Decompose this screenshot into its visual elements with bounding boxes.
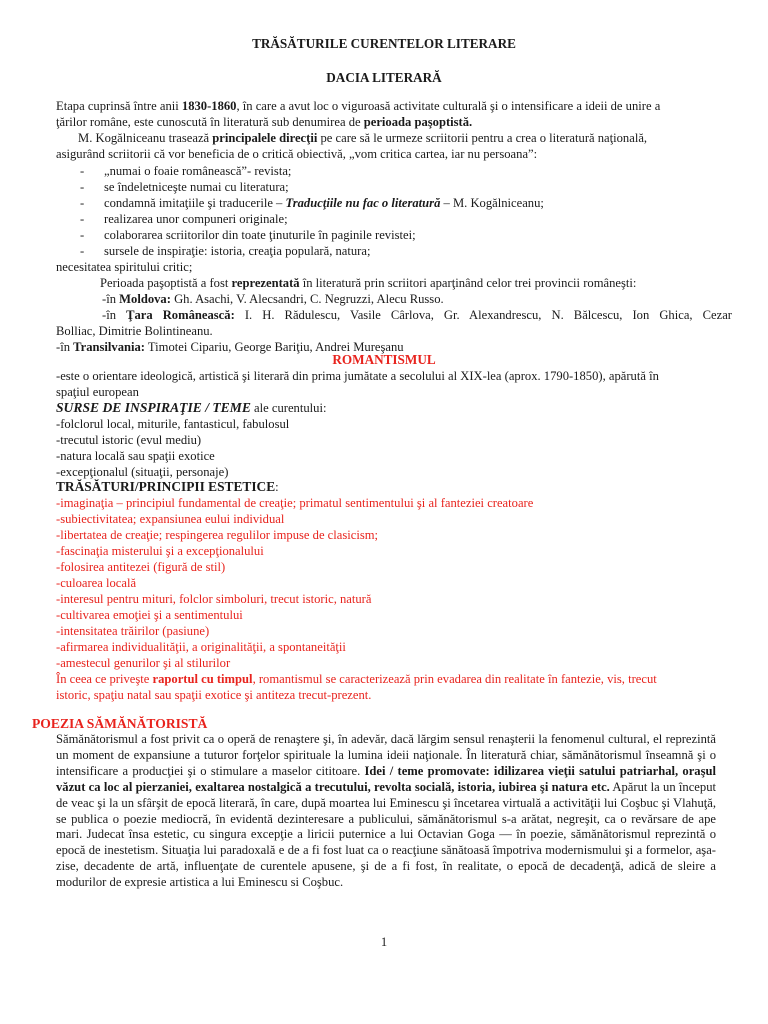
list-dash: - (80, 180, 85, 194)
kogalniceanu-quote: Traducţiile nu fac o literatură (285, 196, 441, 210)
source-item: -excepţionalul (situaţii, personaje) (56, 465, 229, 479)
trait-item: -afirmarea individualităţii, a originalităţii, a spontaneităţii (56, 640, 346, 654)
list-item-text: condamnă imitaţiile şi traducerile – (104, 196, 286, 210)
intro-years: 1830-1860 (181, 99, 237, 113)
tara-names: I. H. Rădulescu, Vasile Cârlova, Gr. Alexandrescu, N. Bălcescu, Ion Ghica, Cezar (234, 308, 732, 322)
perioada-pasoptista: perioada paşoptistă. (363, 115, 473, 129)
page-number: 1 (380, 935, 388, 949)
list-item-tail: – M. Kogălniceanu; (440, 196, 544, 210)
trait-item: -libertatea de creaţie; respingerea regulilor impuse de clasicism; (56, 528, 379, 542)
period-line (100, 275, 636, 291)
moldova-names: Gh. Asachi, V. Alecsandri, C. Negruzzi, Alecu Russo. (170, 292, 444, 306)
transilvania-label: Transilvania: (73, 340, 145, 354)
moldova-line (102, 291, 444, 307)
kog-text: M. Kogălniceanu trasează (78, 131, 213, 145)
intro-line-1 (56, 98, 660, 114)
trait-item: -cultivarea emoţiei şi a sentimentului (56, 608, 243, 622)
list-dash: - (80, 244, 85, 258)
moldova-label: Moldova: (119, 292, 171, 306)
period-text: Perioada paşoptistă a fost (100, 276, 232, 290)
kogalniceanu-line-2: asigurând scriitorii că vor beneficia de o critică obiectivă, „vom critica cartea, iar nu persoana”: (56, 147, 538, 161)
intro-text: Etapa cuprinsă între anii (56, 99, 182, 113)
time-relation-line-1 (56, 671, 657, 687)
intro-text: ţărilor române, este cunoscută în literatură sub denumirea de (56, 115, 364, 129)
romantism-definition-line-1: -este o orientare ideologică, artistică şi literară din prima jumătate a secolului al XIX-lea (aprox. 1790-1850), apărută în (56, 369, 659, 383)
traits-label: TRĂSĂTURI/PRINCIPII ESTETICE (56, 479, 276, 494)
intro-text-cont: , în care a avut loc o viguroasă activitate culturală şi o intensificare a ideii de unire a (236, 99, 661, 113)
source-item: -trecutul istoric (evul mediu) (56, 433, 202, 447)
list-item: se îndeletniceşte numai cu literatura; (104, 180, 289, 194)
section-heading-dacia-literara: DACIA LITERARĂ (326, 70, 442, 85)
document-title: TRĂSĂTURILE CURENTELOR LITERARE (252, 36, 516, 51)
tara-line-1 (56, 307, 732, 323)
list-dash: - (80, 228, 85, 242)
trait-item: -interesul pentru mituri, folclor simboluri, trecut istoric, natură (56, 592, 372, 606)
time-text-cont: , romantismul se caracterizează prin evadarea din realitate în fantezie, vis, trecut (252, 672, 657, 686)
tara-romaneasca-block (56, 307, 732, 339)
trait-item: -fascinaţia misterului şi a excepţionalului (56, 544, 264, 558)
trans-prefix: -în (56, 340, 74, 354)
section-heading-romantismul: ROMANTISMUL (332, 352, 436, 367)
trait-item: -subiectivitatea; expansiunea eului individual (56, 512, 285, 526)
principalele-directii: principalele direcţii (212, 131, 318, 145)
transilvania-names: Timotei Cipariu, George Bariţiu, Andrei Mureşanu (144, 340, 404, 354)
sources-heading (56, 400, 326, 416)
list-item: sursele de inspiraţie: istoria, creaţia populară, natura; (104, 244, 371, 258)
moldova-prefix: -în (102, 292, 120, 306)
samanatorism-text: Sămănătorismul a fost privit ca o operă de renaştere şi, în adevăr, dacă lărgim sensul renaşterii la fenomenul cultural, el reprezintă un moment de expansiune a tuturor forţelor spirituale la lumina ideii naţionale. În literatură chiar, sămănătorismul înseamnă şi o intensificare a producţiei şi o stimulare a maselor cititoare. (56, 732, 716, 778)
intro-line-2 (56, 114, 472, 130)
time-relation-line-2: istoric, spaţiu natal sau spaţii exotice şi antiteza trecut-prezent. (56, 688, 372, 702)
source-item: -natura locală sau spaţii exotice (56, 449, 215, 463)
tara-prefix: -în (102, 308, 127, 322)
kog-text-cont: pe care să le urmeze scriitorii pentru a crea o literatură naţională, (317, 131, 648, 145)
trait-item: -intensitatea trăirilor (pasiune) (56, 624, 210, 638)
romantism-definition-line-2: spaţiul european (56, 385, 139, 399)
list-item: „numai o foaie românească”- revista; (104, 164, 292, 178)
tara-label: Ţara Românească: (126, 308, 235, 322)
samanatorism-text-cont: Apărut la un început de veac şi la un sfârşit de epocă literară, în care, după moartea lui Eminescu şi încetarea virtuală a activităţii lui Coşbuc şi Vlahuţă, se publica o poezie mediocră, în evidentă dezinteresare a publicului, sămănătorismul s-a arătat, negreşit, ca o revărsare de ape mari. Judecat însa estetic, cu singura excepţie a liricii puternice a lui Octavian Goga — în poezie, sămănătorismul reprezintă o epocă de inestetism. Situaţia lui paradoxală e de a fi fost luat ca o reacţiune sănătoasă împotriva modernismului şi a formelor, aşa-zise, decadente de artă, influenţate de curentele apusene, şi de a fi fost, în realitate, o epocă de decadenţă, adică de sleire a modurilor de expresie artistica a lui Eminescu si Coşbuc. (56, 779, 716, 890)
list-dash: - (80, 196, 85, 210)
samanatorism-themes: Idei / teme promovate: idilizarea vieţii satului patriarhal, oraşul văzut ca loc al pierzaniei, exaltarea nostalgică a trecutului, revolta socială, istoria, iubirea şi natura etc. (56, 763, 716, 794)
source-item: -folclorul local, miturile, fantasticul, fabulosul (56, 417, 290, 431)
critic-line: necesitatea spiritului critic; (56, 260, 193, 274)
sources-label: SURSE DE INSPIRAŢIE / TEME (56, 400, 251, 415)
samanatorism-paragraph (56, 732, 716, 891)
time-text: În ceea ce priveşte (56, 672, 153, 686)
period-text-cont: în literatură prin scriitori aparţinând celor trei provincii româneşti: (299, 276, 637, 290)
reprezentata: reprezentată (231, 276, 300, 290)
section-heading-poezia-samanatorista: POEZIA SĂMĂNĂTORISTĂ (32, 716, 208, 731)
trait-item: -amestecul genurilor şi al stilurilor (56, 656, 231, 670)
list-dash: - (80, 164, 85, 178)
list-item (104, 195, 544, 211)
kogalniceanu-line-1 (78, 130, 647, 146)
trait-item: -imaginaţia – principiul fundamental de creaţie; primatul sentimentului şi al fanteziei creatoare (56, 496, 534, 510)
list-dash: - (80, 212, 85, 226)
trait-item: -culoarea locală (56, 576, 137, 590)
sources-tail: ale curentului: (250, 401, 327, 415)
traits-tail: : (275, 480, 279, 494)
list-item: realizarea unor compuneri originale; (104, 212, 288, 226)
raportul-cu-timpul: raportul cu timpul (152, 672, 253, 686)
tara-line-2: Bolliac, Dimitrie Bolintineanu. (56, 324, 213, 338)
traits-heading (56, 479, 279, 495)
list-item: colaborarea scriitorilor din toate ţinuturile în paginile revistei; (104, 228, 416, 242)
trait-item: -folosirea antitezei (figură de stil) (56, 560, 226, 574)
